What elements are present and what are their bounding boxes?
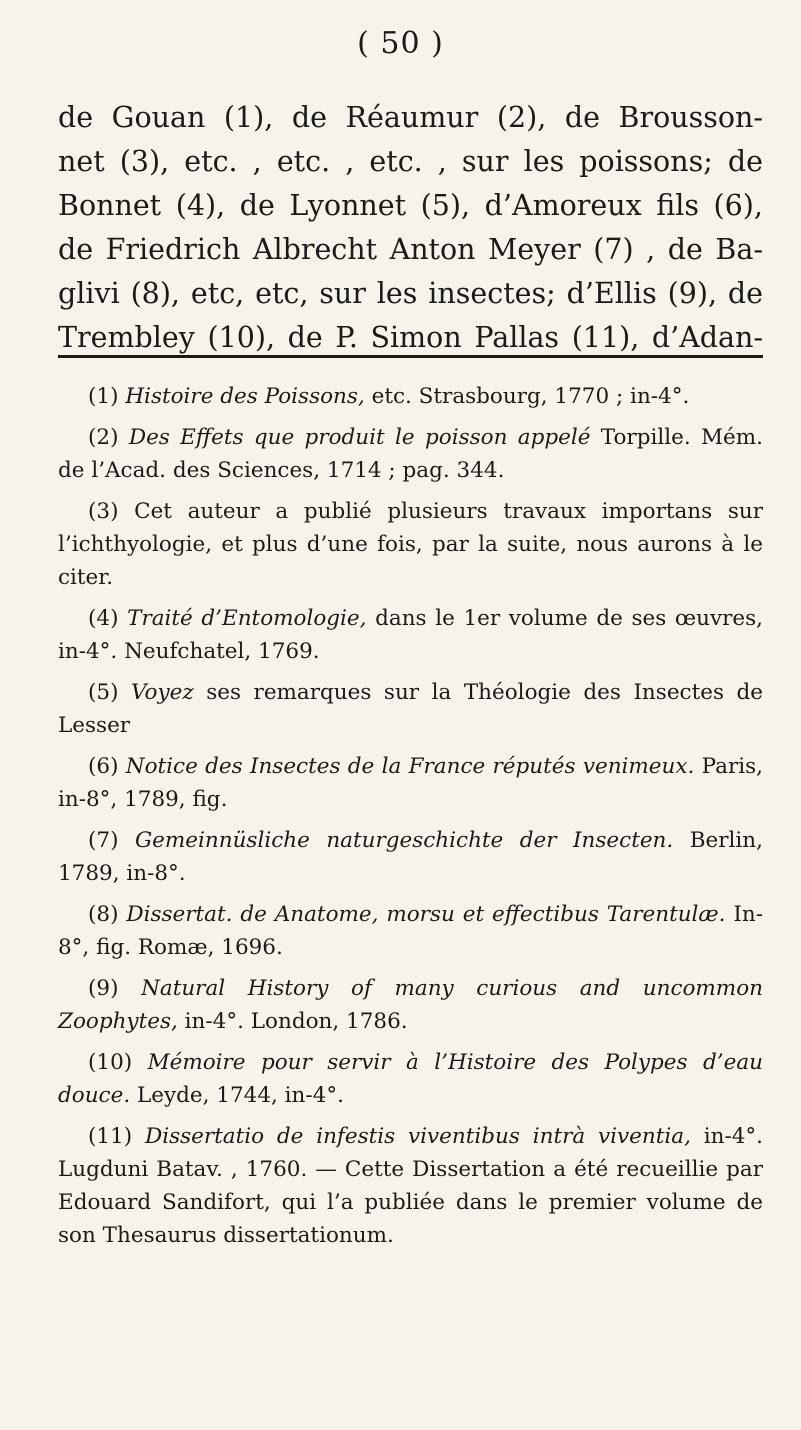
footnote xyxy=(58,1046,763,1112)
footnote xyxy=(58,824,763,890)
footnote-text: Leyde, 1744, in-4°. xyxy=(130,1083,344,1108)
footnote-number: (3) xyxy=(88,499,119,524)
footnote xyxy=(58,1120,763,1252)
footnote-title: Gemeinnüsliche naturgeschichte der Insecten. xyxy=(134,828,674,853)
footnote-title: Notice des Insectes de la France réputés venimeux. xyxy=(125,754,695,779)
footnote-title: Dissertat. de Anatome, morsu et effectibus Tarentulæ. xyxy=(126,902,726,927)
footnotes xyxy=(58,380,763,1260)
main-line: net (3), etc. , etc. , etc. , sur les poissons; de xyxy=(58,145,763,178)
page-number: ( 50 ) xyxy=(357,26,444,61)
footnote-title: Mémoire pour servir à l’Histoire des Polypes d’eau douce. xyxy=(58,1050,763,1108)
footnote-number: (10) xyxy=(88,1050,133,1075)
main-line: de Gouan (1), de Réaumur (2), de Brousson- xyxy=(58,101,763,134)
footnote-number: (2) xyxy=(88,425,119,450)
footnote-text: Cet auteur a publié plusieurs travaux importans sur l’ichthyologie, et plus d’une fois, par la suite, nous aurons à le citer. xyxy=(58,499,763,590)
main-line: glivi (8), etc, etc, sur les insectes; d’Ellis (9), de xyxy=(58,277,763,310)
footnote-title: Des Effets que produit le poisson appelé xyxy=(128,425,591,450)
footnote-title: Natural History of many curious and uncommon Zoophytes, xyxy=(58,976,763,1034)
footnote-text: etc. Strasbourg, 1770 ; in-4°. xyxy=(364,384,690,409)
footnote-title: Traité d’Entomologie, xyxy=(127,606,367,631)
footnote-number: (9) xyxy=(88,976,119,1001)
footnote-text: in-4°. London, 1786. xyxy=(177,1009,408,1034)
footnote xyxy=(58,421,763,487)
main-line: de Friedrich Albrecht Anton Meyer (7) , de Ba- xyxy=(58,233,763,266)
footnote-title: Dissertatio de infestis viventibus intrà viventia, xyxy=(144,1124,691,1149)
main-line: Trembley (10), de P. Simon Pallas (11), d’Adan- xyxy=(58,321,763,354)
footnote-text: Berlin, 1789, in-8°. xyxy=(58,828,763,886)
footnote xyxy=(58,380,763,413)
footnote-number: (6) xyxy=(88,754,119,779)
footnote-text: dans le 1er volume de ses œuvres, in-4°. Neufchatel, 1769. xyxy=(58,606,763,664)
footnote xyxy=(58,898,763,964)
footnote-number: (5) xyxy=(88,680,119,705)
footnote-number: (7) xyxy=(88,828,119,853)
footnote-number: (1) xyxy=(88,384,119,409)
footnote-number: (4) xyxy=(88,606,119,631)
footnote xyxy=(58,602,763,668)
main-line: Bonnet (4), de Lyonnet (5), d’Amoreux fils (6), xyxy=(58,189,763,222)
footnote-text: Paris, in-8°, 1789, fig. xyxy=(58,754,763,812)
footnote-title: Histoire des Poissons, xyxy=(125,384,365,409)
footnote-text: Torpille. Mém. de l’Acad. des Sciences, 1714 ; pag. 344. xyxy=(58,425,763,483)
footnote-text: in-4°. Lugduni Batav. , 1760. — Cette Dissertation a été recueillie par Edouard Sandifort, qui l’a publiée dans le premier volume de son Thesaurus dissertationum. xyxy=(58,1124,763,1248)
main-text xyxy=(58,96,763,360)
footnote-text: ses remarques sur la Théologie des Insectes de Lesser xyxy=(58,680,763,738)
footnote-divider xyxy=(58,355,763,358)
footnote-title: Voyez xyxy=(131,680,194,705)
footnote xyxy=(58,495,763,594)
footnote-text: In-8°, fig. Romæ, 1696. xyxy=(58,902,763,960)
footnote xyxy=(58,972,763,1038)
footnote xyxy=(58,750,763,816)
footnote-number: (8) xyxy=(88,902,119,927)
footnote-number: (11) xyxy=(88,1124,133,1149)
footnote xyxy=(58,676,763,742)
